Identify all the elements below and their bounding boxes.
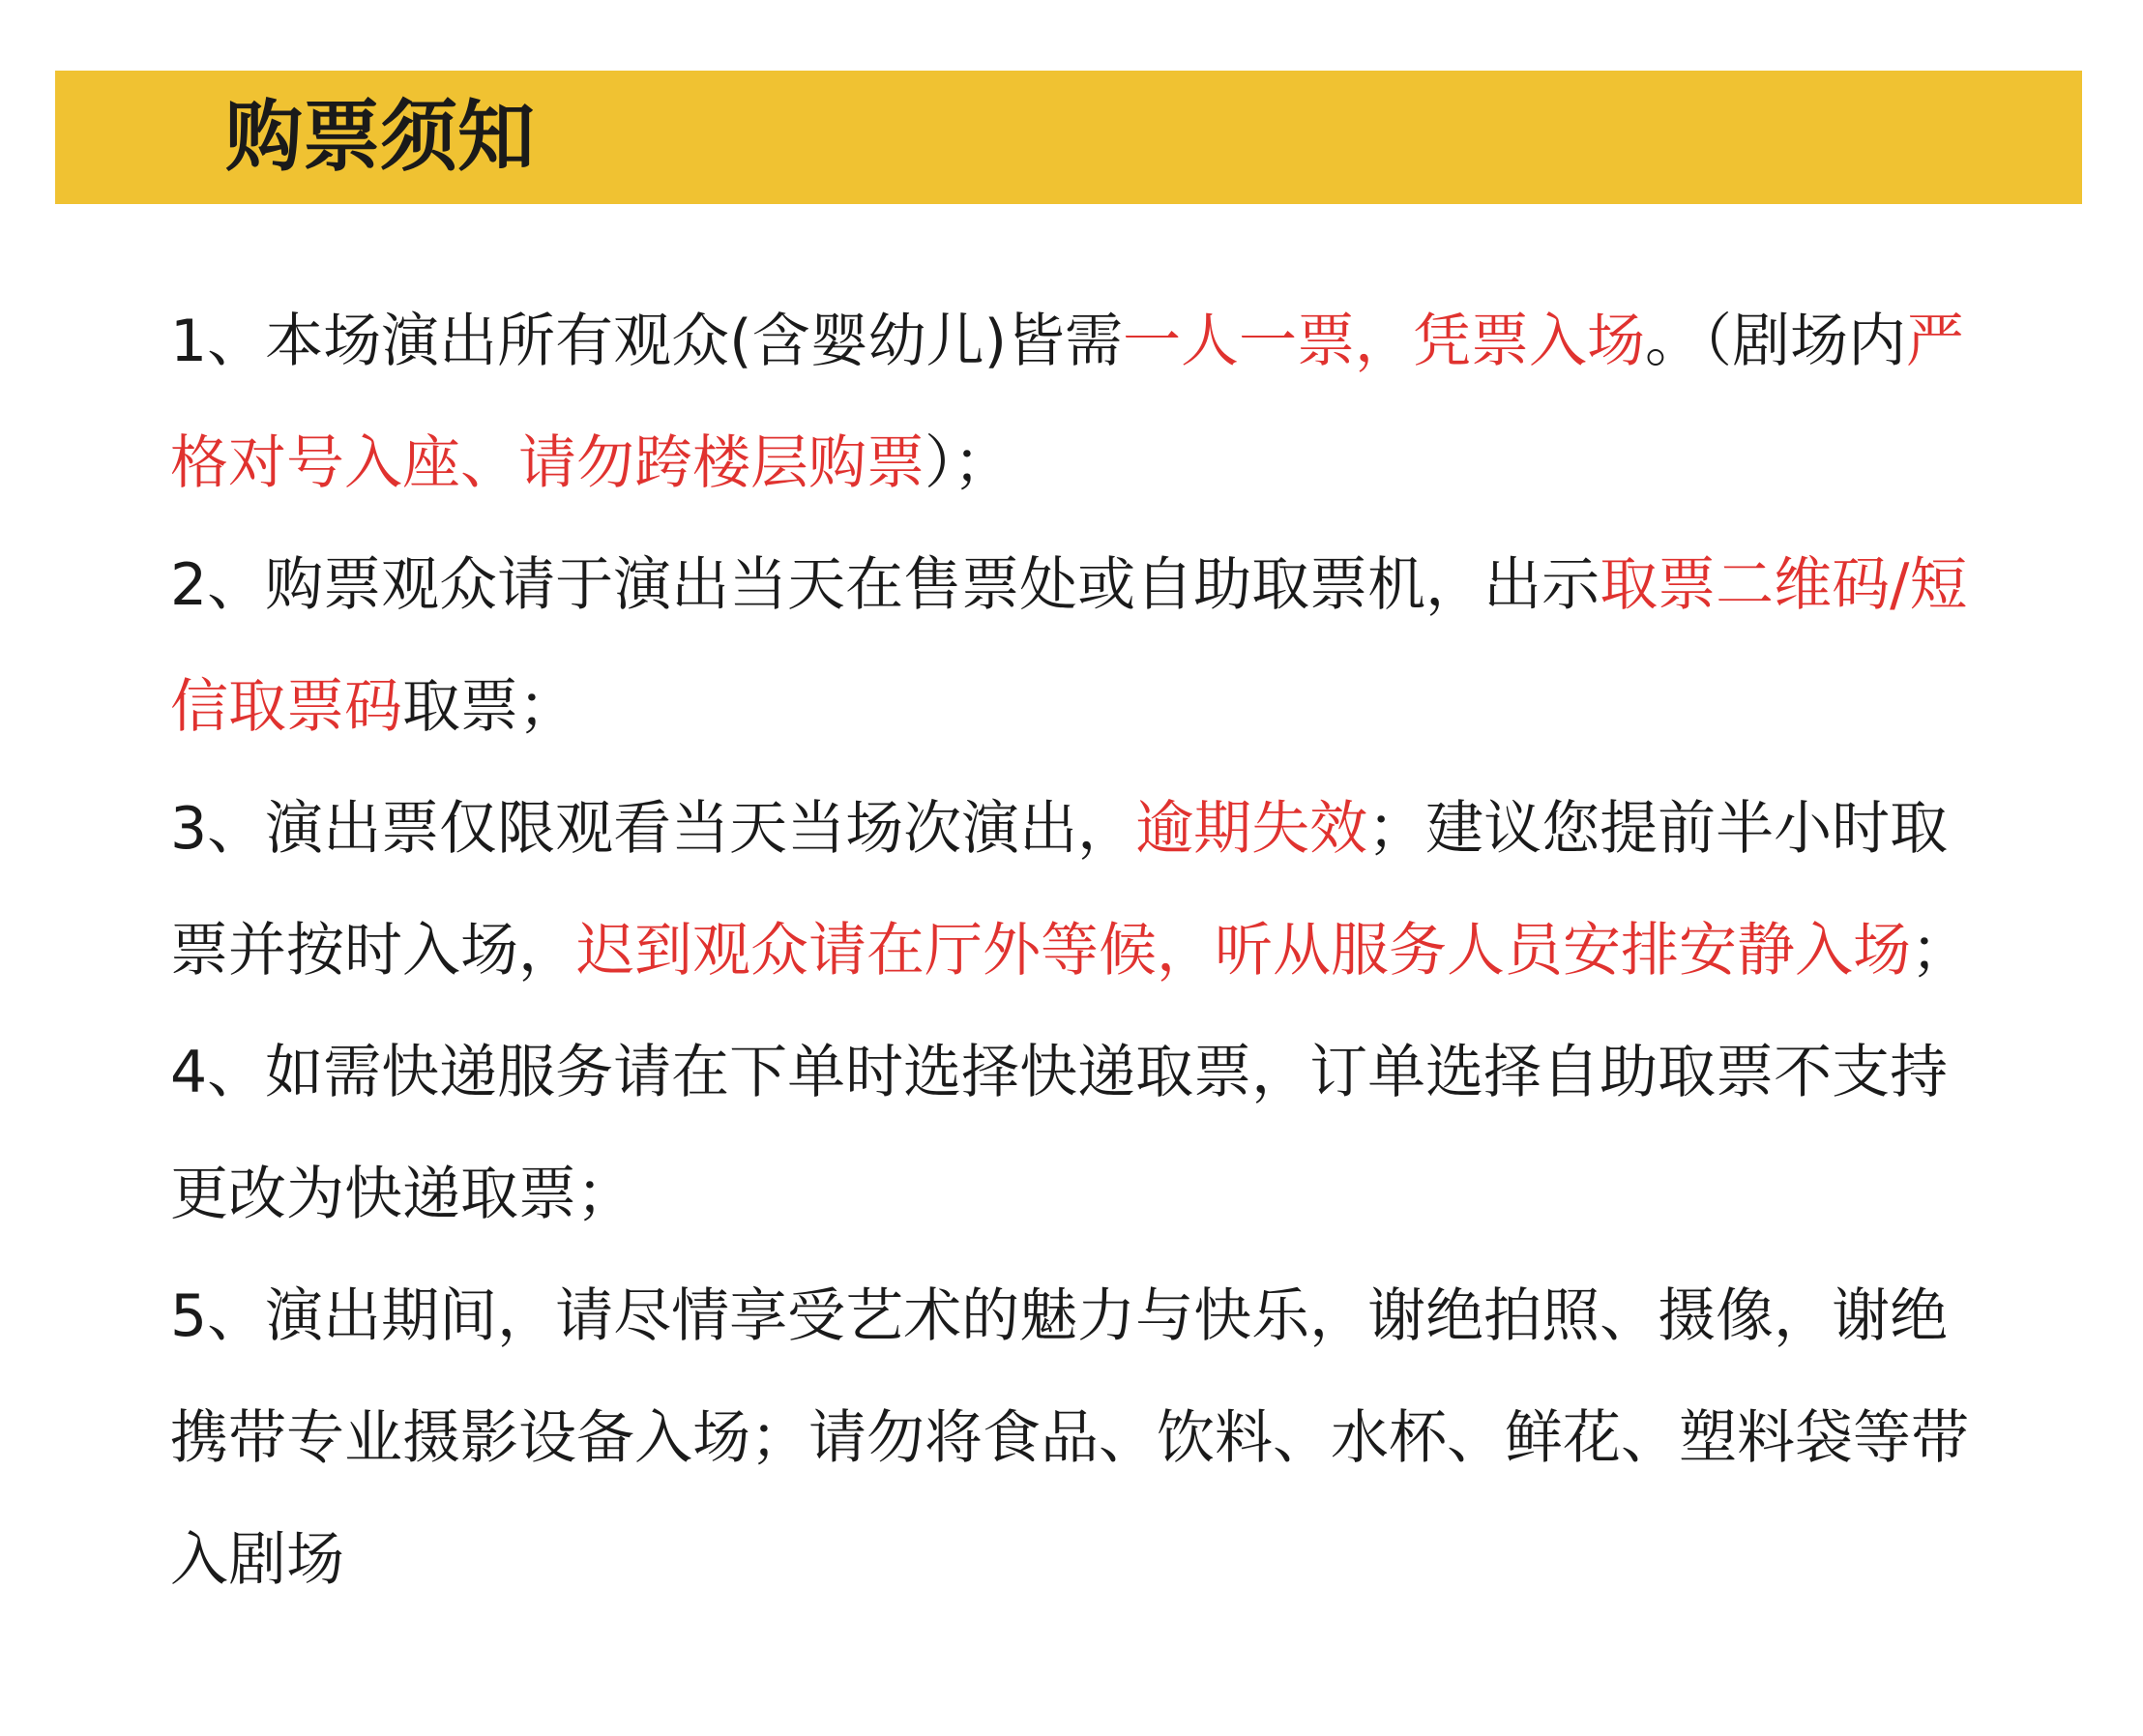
page-title: 购票须知 [225, 92, 535, 182]
notice-list [170, 280, 1988, 1621]
notice-item-5 [170, 1255, 1988, 1621]
notice-text: 5、演出期间，请尽情享受艺术的魅力与快乐，谢绝拍照、摄像，谢绝携带专业摄影设备入场；请勿将食品、饮料、水杯、鲜花、塑料袋等带入剧场 [170, 1282, 1969, 1594]
notice-highlight: 严格对号入座、请勿跨楼层购票 [170, 308, 1964, 497]
notice-text: 2、购票观众请于演出当天在售票处或自助取票机，出示 [170, 551, 1600, 619]
notice-highlight: 一人一票，凭票入场 [1123, 308, 1645, 375]
notice-text: 4、如需快递服务请在下单时选择快递取票，订单选择自助取票不支持更改为快递取票； [170, 1039, 1949, 1228]
notice-item-1 [170, 280, 1988, 524]
notice-text: ； [1911, 917, 1969, 985]
notice-item-4 [170, 1012, 1988, 1255]
notice-highlight: 逾期失效 [1135, 795, 1368, 863]
notice-highlight: 取票二维码/短信取票码 [170, 551, 1968, 741]
notice-text: 1、本场演出所有观众(含婴幼儿)皆需 [170, 308, 1123, 375]
notice-text: ）； [925, 429, 1012, 497]
notice-highlight: 迟到观众请在厅外等候，听从服务人员安排安静入场 [576, 917, 1911, 985]
notice-item-2 [170, 524, 1988, 768]
notice-item-3 [170, 768, 1988, 1012]
notice-text: 取票； [402, 673, 576, 741]
notice-text: 。（剧场内 [1645, 308, 1906, 375]
notice-text: 3、演出票仅限观看当天当场次演出， [170, 795, 1136, 863]
notice-text: ；建议您提前半小时取票并按时入场， [170, 795, 1949, 985]
header-bar [55, 71, 2082, 204]
